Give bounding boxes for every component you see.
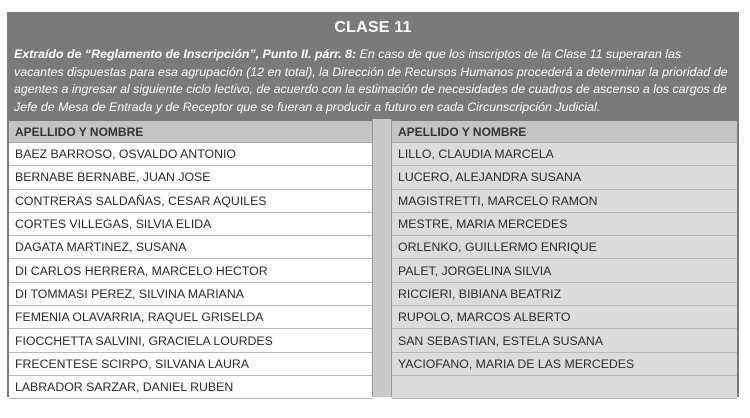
table-title: CLASE 11 — [334, 18, 412, 36]
table-row: MESTRE, MARIA MERCEDES — [392, 213, 737, 236]
table-row: FIOCCHETTA SALVINI, GRACIELA LOURDES — [9, 329, 372, 352]
note-reference: Extraído de “Reglamento de Inscripción”, Punto II. párr. 8: — [14, 47, 357, 61]
table-row: FEMENIA OLAVARRIA, RAQUEL GRISELDA — [9, 306, 372, 329]
table-row: YACIOFANO, MARIA DE LAS MERCEDES — [392, 353, 737, 376]
table-row: ORLENKO, GUILLERMO ENRIQUE — [392, 236, 737, 259]
table-row: DI CARLOS HERRERA, MARCELO HECTOR — [9, 259, 372, 282]
table-row: LUCERO, ALEJANDRA SUSANA — [392, 166, 737, 189]
table-row: RICCIERI, BIBIANA BEATRIZ — [392, 283, 737, 306]
table-row: MAGISTRETTI, MARCELO RAMON — [392, 190, 737, 213]
table-row: CORTES VILLEGAS, SILVIA ELIDA — [9, 213, 372, 236]
table-row: RUPOLO, MARCOS ALBERTO — [392, 306, 737, 329]
left-column — [9, 121, 372, 397]
right-column — [392, 121, 737, 397]
table-row: DAGATA MARTINEZ, SUSANA — [9, 236, 372, 259]
table-row: CONTRERAS SALDAÑAS, CESAR AQUILES — [9, 190, 372, 213]
table-row: DI TOMMASI PEREZ, SILVINA MARIANA — [9, 283, 372, 306]
table-row: PALET, JORGELINA SILVIA — [392, 259, 737, 282]
table-row: LILLO, CLAUDIA MARCELA — [392, 143, 737, 166]
table-row: FRECENTESE SCIRPO, SILVANA LAURA — [9, 353, 372, 376]
table-row: BERNABE BERNABE, JUAN JOSE — [9, 166, 372, 189]
table-row: BAEZ BARROSO, OSVALDO ANTONIO — [9, 143, 372, 166]
table-row: LABRADOR SARZAR, DANIEL RUBEN — [9, 376, 372, 399]
note-text: En caso de que los inscriptos de la Clase 11 superaran las vacantes dispuestas para esa agrupación (12 en total), la Dirección de Recursos Humanos procederá a determinar la prioridad de agentes a ingresar al siguiente ciclo lectivo, de acuerdo con la estimación de necesidades de cuadros de ascenso a los cargos de Jefe de Mesa de Entrada y de Receptor que se fueran a producir a futuro en cada Circunscripción Judicial. — [14, 47, 728, 114]
column-separator — [372, 119, 392, 397]
table-row — [392, 376, 737, 399]
column-header: APELLIDO Y NOMBRE — [392, 121, 737, 143]
column-header: APELLIDO Y NOMBRE — [9, 121, 372, 143]
clase-table — [7, 12, 739, 397]
regulation-note — [7, 43, 739, 119]
table-row: SAN SEBASTIAN, ESTELA SUSANA — [392, 329, 737, 352]
